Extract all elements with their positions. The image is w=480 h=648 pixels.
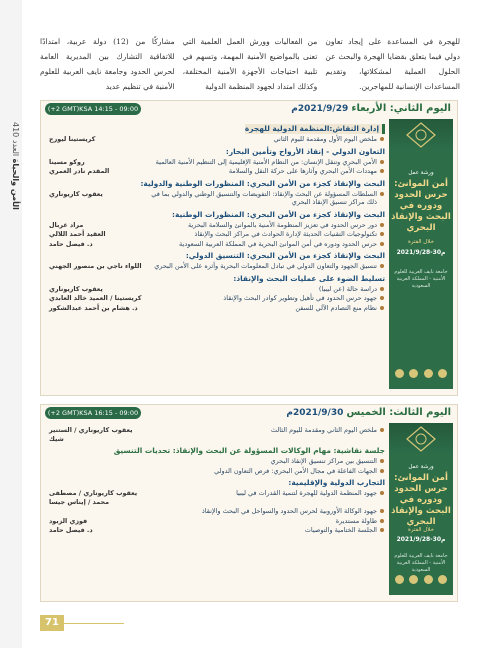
agenda-row bbox=[49, 167, 385, 176]
session-title: التجارب الدولية والإقليمية: bbox=[288, 478, 385, 487]
agenda-item: جهود الوكالة الأوروبية لحرس الحدود والسواحل في البحث والإنقاذ bbox=[145, 507, 385, 516]
speaker-name: كريستينا / العميد خالد العابدي bbox=[49, 294, 142, 302]
speaker-name bbox=[49, 507, 145, 516]
agenda-item: ملخص اليوم الأول ومقدمة لليوم الثاني bbox=[145, 135, 385, 144]
logo-icon bbox=[424, 575, 433, 584]
organizer: جامعة نايف العربية للعلوم الأمنية - المملكة العربية السعودية bbox=[394, 269, 448, 289]
agenda-item: الجلسة الختامية والتوصيات bbox=[145, 526, 385, 535]
workshop-label: ورشة عمل bbox=[408, 170, 434, 176]
speaker-name: المقدم نادر العمري bbox=[49, 167, 110, 175]
speaker-name: كريستينا ليورج bbox=[49, 135, 96, 143]
sessions-list bbox=[49, 121, 385, 312]
speaker-name: اللواء ناجي بن منصور الجهني bbox=[49, 262, 142, 270]
workshop-panel bbox=[389, 119, 453, 389]
agenda-row bbox=[49, 489, 385, 506]
logo-icon bbox=[395, 575, 404, 584]
agenda-item: جهود المنظمة الدولية للهجرة لتنمية القدرات في ليبيا bbox=[145, 489, 385, 506]
workshop-title: أمن الموانئ: حرس الحدود ودوره في البحث والإنقاذ البحري bbox=[391, 473, 451, 527]
side-strip bbox=[0, 0, 22, 648]
agenda-item: السلطات المسؤولة عن البحث والإنقاذ: التفويضات والتنسيق الوطني والدولي بما في ذلك مراكز تنسيق الإنقاذ البحري bbox=[145, 190, 385, 207]
session-title: البحث والإنقاذ كجزء من الأمن البحري: التنسيق الدولي: bbox=[185, 251, 385, 260]
agenda-row bbox=[49, 467, 385, 476]
speaker-name: يعقوب كاريوناري / الستنير شيك bbox=[49, 426, 133, 443]
speaker-name bbox=[49, 467, 145, 476]
time-badge: (+2 GMT)KSA 16:15 - 09:00 bbox=[45, 407, 141, 419]
ornament-icon bbox=[389, 423, 453, 455]
period-date: 2021/9/28-30م bbox=[396, 249, 446, 256]
agenda-item: الأمن البحري وتنقل الإنسان: من النظام الأمنية الإقليمية إلى التنظيم الأمنية العالمية bbox=[145, 158, 385, 167]
speaker-name: يعقوب كاريوناري bbox=[49, 189, 103, 198]
intro-columns bbox=[40, 34, 460, 94]
logo-icon bbox=[409, 575, 418, 584]
agenda-row bbox=[49, 221, 385, 230]
time-badge: (+2 GMT)KSA 14:15 - 09:00 bbox=[45, 103, 141, 115]
agenda-item: جهود حرس الحدود في تأهيل وتطوير كوادر البحث والإنقاذ bbox=[145, 294, 385, 303]
speaker-name: مراد غربال bbox=[49, 220, 84, 229]
speaker-name: د. فيصل حامد bbox=[49, 526, 93, 534]
magazine-label: الأمن والحياة العدد 410 bbox=[11, 122, 20, 210]
agenda-row bbox=[49, 285, 385, 294]
agenda-item: طاولة مستديرة bbox=[145, 517, 385, 526]
day-title: اليوم الثاني: الأربعاء 2021/9/29م bbox=[291, 103, 451, 114]
page-number: 71 bbox=[40, 615, 64, 631]
agenda-item: تنسيق الجهود والتعاون الدولي في تبادل المعلومات البحرية وأثره على الأمن البحري bbox=[145, 262, 385, 271]
agenda-item: حرس الحدود ودوره في أمن الموانئ البحرية في المملكة العربية السعودية bbox=[145, 240, 385, 249]
logo-icon bbox=[424, 369, 433, 378]
agenda-row bbox=[49, 230, 385, 239]
session-title: البحث والإنقاذ كجزء من الأمن البحري: المنظورات الوطنية: bbox=[172, 209, 385, 219]
workshop-title: أمن الموانئ: حرس الحدود ودوره في البحث والإنقاذ البحري bbox=[391, 179, 451, 233]
card-header bbox=[41, 405, 457, 421]
speaker-name: د. فيصل حامد bbox=[49, 239, 93, 248]
agenda-row bbox=[49, 262, 385, 271]
speaker-name bbox=[49, 457, 145, 466]
moderator-heading: إدارة النقاش:المنظمة الدولية للهجرة bbox=[245, 124, 385, 134]
ornament-icon bbox=[389, 119, 453, 151]
speaker-name: العقيد أحمد اللالي bbox=[49, 230, 106, 238]
speaker-name: يعقوب كاريوناري / مصطفى محمد / إيناس جيسا bbox=[49, 489, 138, 506]
workshop-label: ورشة عمل bbox=[408, 464, 434, 470]
logo-icon bbox=[409, 369, 418, 378]
partner-logos bbox=[395, 575, 447, 587]
agenda-row bbox=[49, 507, 385, 516]
agenda-item: نظام منع التصادم الآلي للسفن bbox=[145, 304, 385, 313]
partner-logos bbox=[395, 369, 447, 381]
speaker-name: فوزي الزبود bbox=[49, 516, 88, 525]
session-title: البحث والإنقاذ كجزء من الأمن البحري: المنظورات الوطنية والدولية: bbox=[140, 178, 385, 188]
workshop-panel bbox=[389, 423, 453, 595]
intro-column-2: من الفعاليات وورش العمل العلمية التي تعنى بالمواضيع الأمنية المهمة، وتسهم في تلبية احتياجات الأجهزة الأمنية المختلفة، وكذلك امتداد لجهود المنظمة الدولية bbox=[182, 37, 318, 91]
agenda-row bbox=[49, 190, 385, 207]
speaker-name: يعقوب كاريوناري bbox=[49, 284, 103, 293]
agenda-row bbox=[49, 517, 385, 526]
page-rule bbox=[64, 623, 124, 624]
organizer: جامعة نايف العربية للعلوم الأمنية - المملكة العربية السعودية bbox=[394, 553, 448, 573]
period-label: خلال الفترة bbox=[408, 239, 434, 245]
day3-schedule-card bbox=[40, 404, 458, 602]
agenda-row bbox=[49, 426, 385, 443]
sessions-list bbox=[49, 425, 385, 535]
day2-schedule-card bbox=[40, 100, 458, 396]
agenda-item: التنسيق بين مراكز تنسيق الإنقاذ البحري bbox=[145, 457, 385, 466]
card-header bbox=[41, 101, 457, 117]
agenda-row bbox=[49, 294, 385, 303]
agenda-row bbox=[49, 457, 385, 466]
agenda-item: ملخص اليوم الثاني ومقدمة لليوم الثالث bbox=[145, 426, 385, 443]
speaker-name: روكو مسينا bbox=[49, 157, 85, 166]
agenda-item: مهددات الأمن البحري وآثارها على حركة النقل والسلامة bbox=[145, 167, 385, 176]
logo-icon bbox=[438, 369, 447, 378]
agenda-item: الجهات الفاعلة في مجال الأمن البحري: فرص التعاون الدولي bbox=[145, 467, 385, 476]
agenda-row bbox=[49, 526, 385, 535]
agenda-item: دور حرس الحدود في تعزيز المنظومة الأمنية بالموانئ والسلامة البحرية bbox=[145, 221, 385, 230]
session-title bbox=[49, 124, 385, 134]
agenda-row bbox=[49, 304, 385, 313]
intro-column-3: للهجرة في المساعدة على إيجاد تعاون دولي فيما يتعلق بقضايا الهجرة والبحث عن الحلول العملية لمشكلاتها، وتقديم المساعدات الإنسانية للمهاجرين. bbox=[325, 37, 461, 91]
period-date: 2021/9/28-30م bbox=[396, 536, 446, 543]
session-title: جلسة نقاشية: مهام الوكالات المسؤولة عن البحث والإنقاذ: تحديات التنسيق bbox=[113, 446, 385, 455]
logo-icon bbox=[395, 369, 404, 378]
agenda-item: تكنولوجيات التقنيات الحديثة لإدارة الحوادث في مراكز البحث والإنقاذ bbox=[145, 230, 385, 239]
agenda-row bbox=[49, 135, 385, 144]
agenda-row bbox=[49, 158, 385, 167]
logo-icon bbox=[438, 575, 447, 584]
session-title: التعاون الدولي - إنقاذ الأرواح وتأمين البحار: bbox=[225, 146, 385, 156]
intro-column-1: مشاركًا من (12) دولة عربية، امتدادًا للاتفاقية التشارك بين المديرية العامة لحرس الحدود وجامعة نايف العربية للعلوم الأمنية في تنظيم عديد bbox=[40, 37, 175, 91]
session-title: تسليط الضوء على عمليات البحث والإنقاذ: bbox=[233, 273, 385, 283]
speaker-name: د. هشام بن أحمد عبدالشكور bbox=[49, 303, 138, 312]
day-title: اليوم الثالث: الخميس 2021/9/30م bbox=[286, 407, 451, 418]
agenda-row bbox=[49, 240, 385, 249]
period-label: خلال الفترة bbox=[408, 527, 434, 533]
agenda-item: دراسة حالة (عن ليبيا) bbox=[145, 285, 385, 294]
